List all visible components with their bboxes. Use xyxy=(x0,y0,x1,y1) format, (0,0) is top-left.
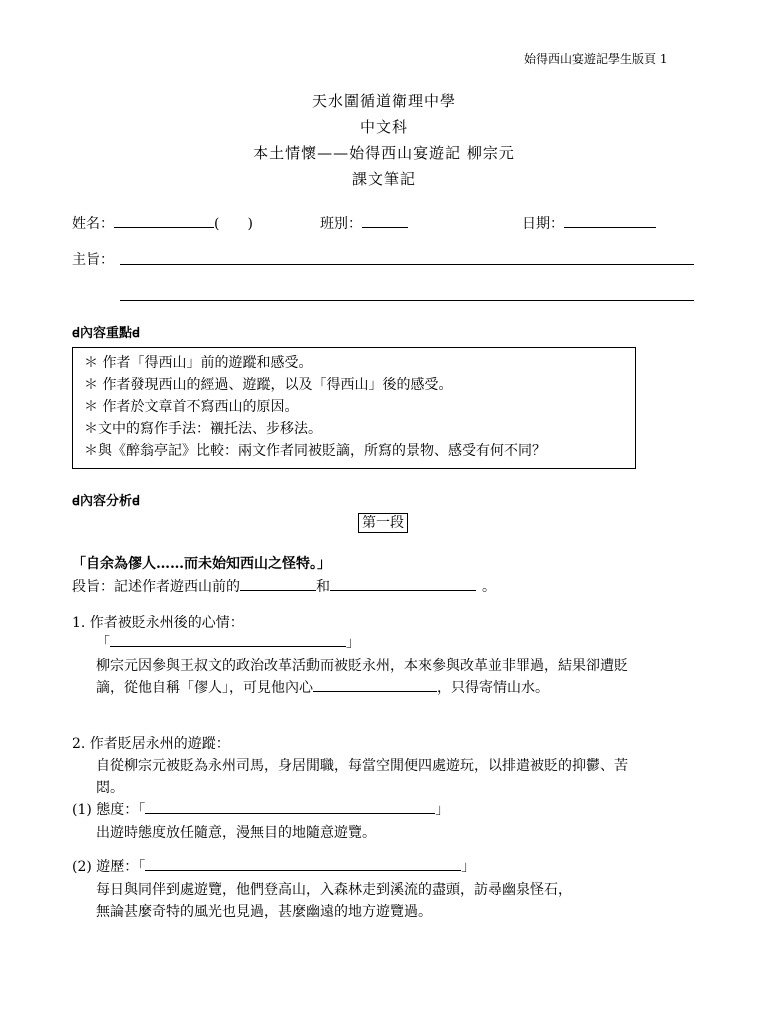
q2-sub-2-close: 」 xyxy=(461,859,476,875)
key-point-item: ＊文中的寫作手法：襯托法、步移法。 xyxy=(84,421,322,437)
q2-line-1: 自從柳宗元被貶為永州司馬，身居閒職，每當空閒便四處遊玩，以排遣被貶的抑鬱、苦 xyxy=(96,758,628,774)
date-label: 日期： xyxy=(522,216,564,232)
question-2-title: 2. 作者貶居永州的遊蹤： xyxy=(72,736,230,752)
q2-line-2: 悶。 xyxy=(96,780,124,796)
q1-blank[interactable] xyxy=(110,632,346,647)
class-number-open: ( xyxy=(214,216,220,232)
key-point-item: ＊與《醉翁亭記》比較：兩文作者同被貶謫，所寫的景物、感受有何不同？ xyxy=(84,443,546,459)
ornament-right-icon: ꟈ xyxy=(132,494,141,509)
q2-sub-1-close: 」 xyxy=(435,802,450,818)
q1-line-2b: ，只得寄情山水。 xyxy=(437,680,549,696)
analysis-heading-text: 內容分析 xyxy=(80,494,133,509)
q1-line-1: 柳宗元因參與王叔文的政治改革活動而被貶永州，本來參與改革並非罪過，結果卻遭貶 xyxy=(96,658,628,674)
notes-title: 課文筆記 xyxy=(351,170,416,188)
lesson-title: 本土情懷——始得西山宴遊記 柳宗元 xyxy=(253,144,515,162)
key-point-item: ＊ 作者發現西山的經過、遊蹤，以及「得西山」後的感受。 xyxy=(84,377,453,393)
q2-sub-1-text: 出遊時態度放任隨意，漫無目的地隨意遊覽。 xyxy=(96,825,376,841)
paragraph-gist xyxy=(72,576,496,596)
school-title: 天水圍循道衛理中學 xyxy=(311,92,456,110)
q1-inner-blank[interactable] xyxy=(313,677,437,692)
q1-open-quote: 「 xyxy=(96,635,110,651)
section-title xyxy=(358,512,408,532)
q1-line-2a: 謫，從他自稱「僇人」，可見他內心 xyxy=(96,680,313,696)
q2-sub-2-blank[interactable] xyxy=(145,856,461,871)
q2-sub-2-line-1: 每日與同伴到處遊覽，他們登高山，入森林走到溪流的盡頭，訪尋幽泉怪石， xyxy=(96,882,572,898)
ornament-left-icon: ꟈ xyxy=(72,494,80,509)
gist-blank-2[interactable] xyxy=(330,576,476,591)
q2-sub-1-label: (1) 態度：「 xyxy=(72,802,146,818)
ornament-left-icon: ꟈ xyxy=(72,326,80,341)
key-points-heading-text: 內容重點 xyxy=(80,326,133,341)
gist-end: 。 xyxy=(482,579,496,595)
class-label: 班別： xyxy=(320,216,362,232)
q2-sub-1-blank[interactable] xyxy=(145,799,435,814)
name-blank[interactable] xyxy=(114,213,214,228)
section-title-text: 第一段 xyxy=(358,513,408,533)
key-point-item: ＊ 作者「得西山」前的遊蹤和感受。 xyxy=(84,355,313,371)
name-label: 姓名： xyxy=(72,216,114,232)
q2-sub-2-line-2: 無論甚麼奇特的風光也見過，甚麼幽遠的地方遊覽過。 xyxy=(96,904,432,920)
name-field xyxy=(72,213,253,233)
key-points-heading xyxy=(72,322,140,341)
theme-line-2[interactable] xyxy=(120,300,694,301)
theme-line-1[interactable] xyxy=(120,264,694,265)
q1-line-2 xyxy=(96,677,549,697)
running-header: 始得西山宴遊記學生版頁 1 xyxy=(524,52,668,66)
date-field xyxy=(522,213,656,233)
question-1-answer xyxy=(96,632,360,652)
q1-close-quote: 」 xyxy=(346,635,360,651)
gist-and: 和 xyxy=(316,579,330,595)
date-blank[interactable] xyxy=(564,213,656,228)
class-number-close: ) xyxy=(247,216,253,232)
q2-sub-2 xyxy=(72,856,475,876)
gist-label: 段旨：記述作者遊西山前的 xyxy=(72,579,240,595)
ornament-right-icon: ꟈ xyxy=(132,326,141,341)
q2-sub-2-label: (2) 遊歷：「 xyxy=(72,859,146,875)
q2-sub-1 xyxy=(72,799,449,819)
class-blank[interactable] xyxy=(362,213,408,228)
class-field xyxy=(320,213,408,233)
question-1-title: 1. 作者被貶永州後的心情： xyxy=(72,615,244,631)
quote: 「自余為僇人……而未始知西山之怪特。」 xyxy=(72,556,331,572)
subject-title: 中文科 xyxy=(359,118,408,136)
analysis-heading xyxy=(72,490,140,509)
gist-blank-1[interactable] xyxy=(240,576,316,591)
key-point-item: ＊ 作者於文章首不寫西山的原因。 xyxy=(84,399,299,415)
theme-label: 主旨： xyxy=(72,252,114,268)
